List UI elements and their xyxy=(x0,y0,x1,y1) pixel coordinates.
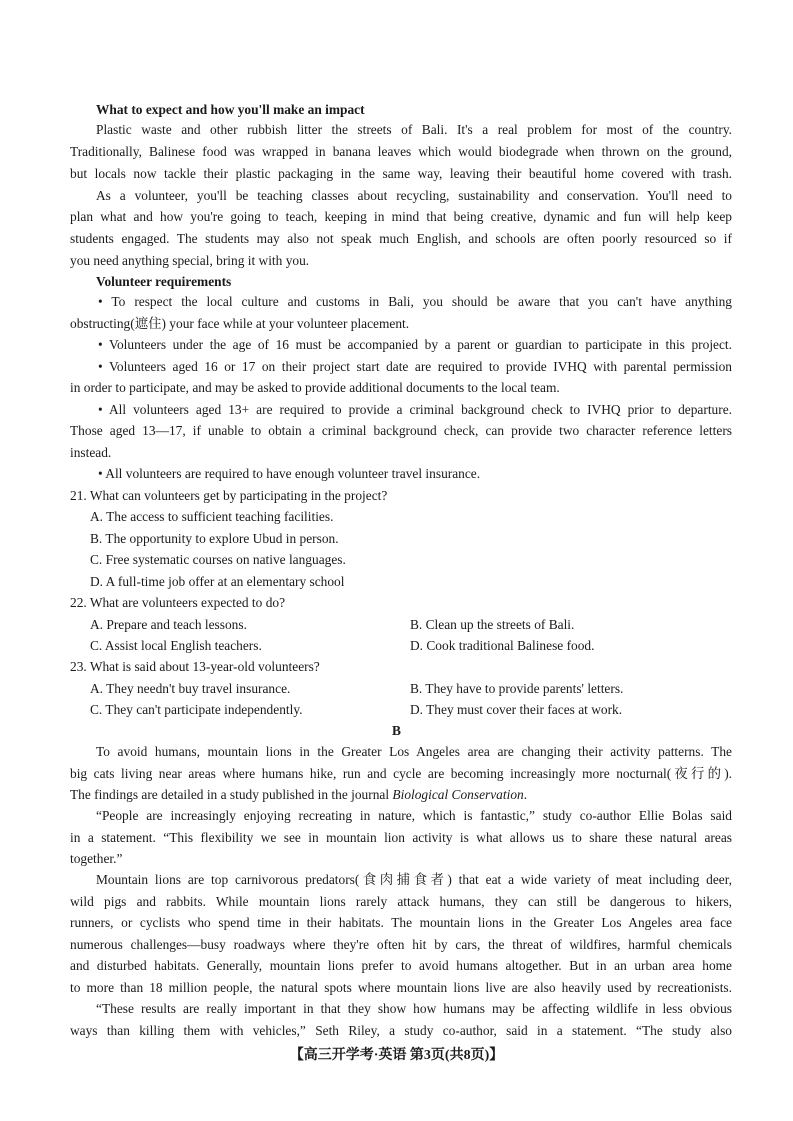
paragraph-line: plan what and how you're going to teach, keeping in mind that being creative, dynamic and fun will help keep xyxy=(70,209,732,224)
paragraph-line: “These results are really important in that they show how humans may be affecting wildlife in less obvious xyxy=(96,1001,732,1016)
bullet-line: • Volunteers under the age of 16 must be accompanied by a parent or guardian to participate in this project. xyxy=(98,337,732,352)
paragraph-line: to more than 18 million people, the natural spots where mountain lions live are also heavily used by recreationists. xyxy=(70,980,732,995)
paragraph-line: big cats living near areas where humans hike, run and cycle are becoming increasingly more nocturnal(夜行的). xyxy=(70,766,732,781)
paragraph-line: together.” xyxy=(70,851,123,866)
option-21-a: A. The access to sufficient teaching facilities. xyxy=(90,509,334,524)
paragraph-line: “People are increasingly enjoying recreating in nature, which is fantastic,” study co-author Ellie Bolas said xyxy=(96,808,732,823)
paragraph-line: students engaged. The students may also not speak much English, and schools are often poorly resourced so if xyxy=(70,231,732,246)
paragraph-line: numerous challenges—busy roadways where they're often hit by cars, the threat of wildfires, harmful chemicals xyxy=(70,937,732,952)
option-23-a: A. They needn't buy travel insurance. xyxy=(90,681,291,696)
section-b-label: B xyxy=(392,723,401,738)
option-23-d: D. They must cover their faces at work. xyxy=(410,702,623,717)
question-21: 21. What can volunteers get by participating in the project? xyxy=(70,488,388,503)
journal-title: Biological Conservation xyxy=(392,787,524,802)
paragraph-line: in a statement. “This flexibility we see in mountain lion activity is what allows us to share these natural areas xyxy=(70,830,732,845)
heading-impact: What to expect and how you'll make an impact xyxy=(96,102,365,117)
paragraph-line: To avoid humans, mountain lions in the Greater Los Angeles area are changing their activity patterns. The xyxy=(96,744,732,759)
paragraph-line: ways than killing them with vehicles,” Seth Riley, a study co-author, said in a statement. “The study also xyxy=(70,1023,732,1038)
option-22-d: D. Cook traditional Balinese food. xyxy=(410,638,595,653)
bullet-line: instead. xyxy=(70,445,112,460)
option-23-b: B. They have to provide parents' letters. xyxy=(410,681,624,696)
bullet-line: Those aged 13—17, if unable to obtain a criminal background check, can provide two character reference letters xyxy=(70,423,732,438)
question-22: 22. What are volunteers expected to do? xyxy=(70,595,286,610)
bullet-line: obstructing(遮住) your face while at your volunteer placement. xyxy=(70,316,410,331)
option-21-b: B. The opportunity to explore Ubud in person. xyxy=(90,531,339,546)
paragraph-line: wild pigs and rabbits. While mountain lions rarely attack humans, they can still be dangerous to hikers, xyxy=(70,894,732,909)
paragraph-line: The findings are detailed in a study published in the journal Biological Conservation. xyxy=(70,787,528,802)
option-21-c: C. Free systematic courses on native languages. xyxy=(90,552,346,567)
paragraph-line: runners, or cyclists who spend time in their habitats. The mountain lions in the Greater Los Angeles area face xyxy=(70,915,732,930)
heading-requirements: Volunteer requirements xyxy=(96,274,232,289)
paragraph-line: Traditionally, Balinese food was wrapped in banana leaves which would biodegrade when thrown on the ground, xyxy=(70,144,732,159)
paragraph-line: you need anything special, bring it with you. xyxy=(70,253,310,268)
paragraph-line: As a volunteer, you'll be teaching classes about recycling, sustainability and conservation. You'll need to xyxy=(96,188,732,203)
bullet-line: in order to participate, and may be asked to provide additional documents to the local team. xyxy=(70,380,560,395)
bullet-line: • To respect the local culture and customs in Bali, you should be aware that you can't have anything xyxy=(98,294,732,309)
option-22-c: C. Assist local English teachers. xyxy=(90,638,262,653)
question-23: 23. What is said about 13-year-old volunteers? xyxy=(70,659,320,674)
option-21-d: D. A full-time job offer at an elementary school xyxy=(90,574,345,589)
page-footer: 【高三开学考·英语 第3页(共8页)】 xyxy=(289,1048,504,1063)
paragraph-line: Plastic waste and other rubbish litter the streets of Bali. It's a real problem for most of the country. xyxy=(96,122,732,137)
bullet-line: • All volunteers are required to have enough volunteer travel insurance. xyxy=(98,466,481,481)
option-22-b: B. Clean up the streets of Bali. xyxy=(410,617,575,632)
option-23-c: C. They can't participate independently. xyxy=(90,702,303,717)
option-22-a: A. Prepare and teach lessons. xyxy=(90,617,247,632)
paragraph-line: Mountain lions are top carnivorous predators(食肉捕食者) that eat a wide variety of meat including deer, xyxy=(96,872,732,887)
bullet-line: • All volunteers aged 13+ are required to provide a criminal background check to IVHQ prior to departure. xyxy=(98,402,732,417)
paragraph-line: and disturbed habitats. Generally, mountain lions prefer to avoid humans altogether. But in an urban area home xyxy=(70,958,732,973)
paragraph-line: but locals now tackle their plastic packaging in the same way, leaving their beautiful home covered with trash. xyxy=(70,166,732,181)
bullet-line: • Volunteers aged 16 or 17 on their project start date are required to provide IVHQ with parental permission xyxy=(98,359,732,374)
